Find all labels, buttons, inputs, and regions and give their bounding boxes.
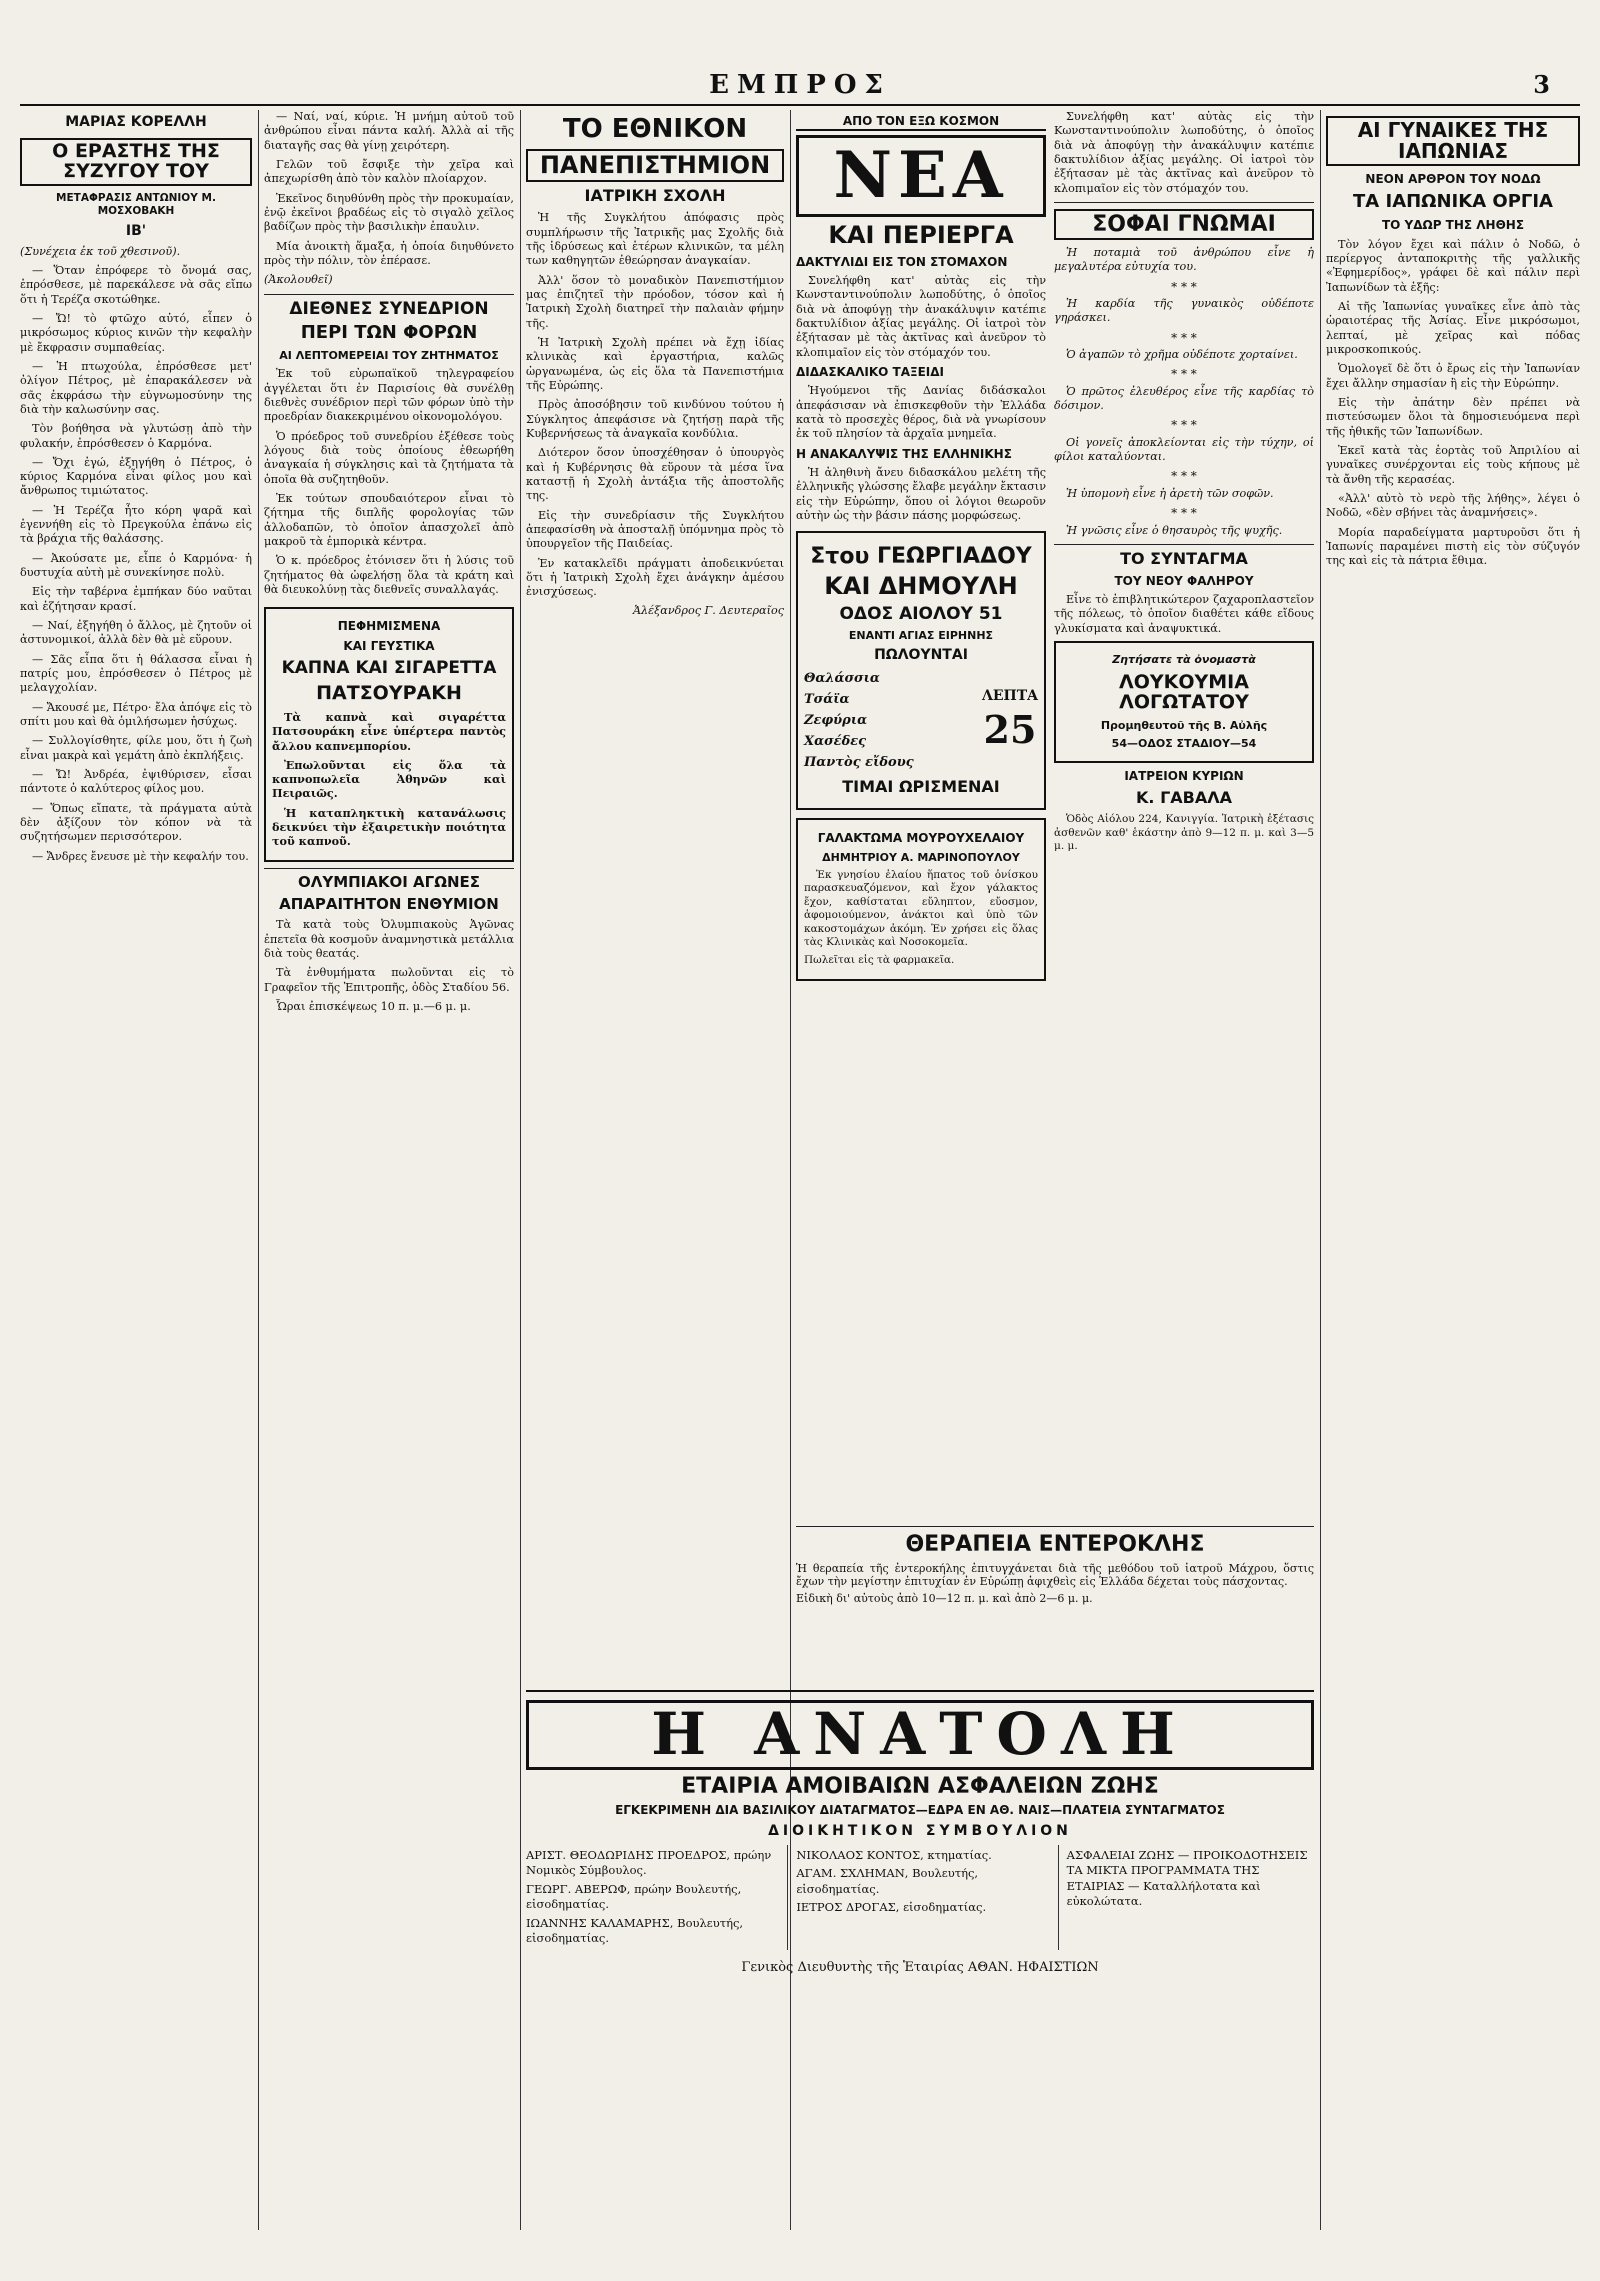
- ad-kicker: ΠΕΦΗΜΙΣΜΕΝΑ: [337, 619, 441, 634]
- article-title: ΤΟ ΕΘΝΙΚΟΝ: [562, 114, 748, 144]
- ad-kicker: Ζητήσατε τὰ ὀνομαστὰ: [1112, 652, 1256, 666]
- advertisement-tobacco: [264, 607, 514, 861]
- ad-subtitle: ΤΟΥ ΝΕΟΥ ΦΑΛΗΡΟΥ: [1114, 573, 1254, 588]
- ad-title: ΙΑΤΡΕΙΟΝ ΚΥΡΙΩΝ: [1124, 769, 1244, 784]
- ad-text: Πωλεῖται εἰς τὰ φαρμακεῖα.: [804, 954, 955, 967]
- chapter-number: ΙΒ': [125, 222, 147, 239]
- ad-item: Θαλάσσια: [804, 671, 880, 687]
- column-world-news: [796, 110, 1046, 1410]
- column-news-2: [264, 110, 514, 2230]
- ad-text: Τὰ καπνὰ καὶ σιγαρέττα Πατσουράκη εἶνε ὑπέρτερα παντὸς ἄλλου καπνεμπορίου.: [272, 709, 506, 753]
- ad-title: ΤΟ ΣΥΝΤΑΓΜΑ: [1120, 548, 1248, 568]
- ad-item-list: [804, 669, 914, 773]
- ad-title: ΓΑΛΑΚΤΩΜΑ ΜΟΥΡΟΥΧΕΛΑΙΟΥ: [817, 831, 1025, 846]
- article-subtitle: ΠΕΡΙ ΤΩΝ ΦΟΡΩΝ: [300, 322, 478, 344]
- paragraph: Ἡ τῆς Συγκλήτου ἀπόφασις πρὸς συμπλήρωσιν τῆς Ἰατρικῆς μας Σχολῆς διὰ τῆς ἱδρύσεως καὶ ἑτέρων κλινικῶν, τα μέλη των καθηγητῶν ἐθεώρησαν ἀναγκαίαν.: [526, 211, 784, 268]
- paragraph: — Ὄχι ἐγώ, ἐξηγήθη ὁ Πέτρος, ὁ κύριος Καρμόνα εἶναι φίλος μου καὶ ἄνθρωπος τιμιώτατος.: [20, 455, 252, 498]
- ad-title: Στου ΓΕΩΡΓΙΑΔΟΥ: [810, 544, 1032, 570]
- maxim: Ἡ καρδία τῆς γυναικὸς οὐδέποτε γηράσκει.: [1054, 297, 1314, 325]
- ad-items: [804, 669, 1038, 773]
- ad-address: 54—ΟΔΟΣ ΣΤΑΔΙΟΥ—54: [1111, 737, 1257, 750]
- paragraph: Εἰς τὴν ἀπάτην δὲν πρέπει νὰ πιστεύσωμεν ὅλοι τὰ δημοσιευόμενα περὶ τῆς ἠθικῆς τῶν Ἰαπωνίδων.: [1326, 395, 1580, 438]
- column-university: [526, 110, 784, 1690]
- paragraph: Αἱ τῆς Ἰαπωνίας γυναῖκες εἶνε ἀπὸ τὰς ὡραιοτέρας τῆς Ἀσίας. Εἶνε μικρόσωμοι, λεπταί, μὲ χεῖρας καὶ πόδας μικροσκοπικούς.: [1326, 299, 1580, 356]
- article-title: ΠΑΝΕΠΙΣΤΗΜΙΟΝ: [526, 149, 784, 182]
- column-divider: [258, 110, 259, 2230]
- column-maxims: [1054, 110, 1314, 1410]
- ad-subtitle: ΕΓΚΕΚΡΙΜΕΝΗ ΔΙΑ ΒΑΣΙΛΙΚΟΥ ΔΙΑΤΑΓΜΑΤΟΣ—ΕΔΡΑ ΕΝ ΑΘ. ΝΑΙΣ—ΠΛΑΤΕΙΑ ΣΥΝΤΑΓΜΑΤΟΣ: [615, 1802, 1225, 1817]
- maxim: Οἱ γονεῖς ἀποκλείονται εἰς τὴν τύχην, οἱ φίλοι καταλύονται.: [1054, 435, 1314, 464]
- ad-kicker: ΚΑΙ ΓΕΥΣΤΙΚΑ: [343, 638, 435, 653]
- ad-board-members: [526, 1845, 1314, 1950]
- ad-item: Παντὸς εἴδους: [804, 754, 914, 770]
- advertisement-georgiadou: [796, 531, 1046, 810]
- board-column: [526, 1845, 773, 1950]
- ad-item: Ζεφύρια: [804, 712, 868, 728]
- ad-brand: Κ. ΓΑΒΑΛΑ: [1136, 788, 1232, 808]
- column-japan: [1326, 110, 1580, 2230]
- paragraph: Γελῶν τοῦ ἔσφιξε τὴν χεῖρα καὶ ἀπεχωρίσθη ἀπὸ τὸν καλὸν πλοίαρχον.: [264, 157, 514, 186]
- board-column: [787, 1845, 1043, 1950]
- maxim: Ὁ πρῶτος ἐλευθέρος εἶνε τῆς καρδίας τὸ δόσιμον.: [1054, 384, 1314, 413]
- section-subtitle: ΚΑΙ ΠΕΡΙΕΡΓΑ: [828, 221, 1014, 250]
- article-title: ΟΛΥΜΠΙΑΚΟΙ ΑΓΩΝΕΣ: [297, 872, 481, 891]
- paragraph: Ὁ πρόεδρος τοῦ συνεδρίου ἐξέθεσε τοὺς λόγους διὰ τοὺς ὁποίους ἐθεωρήθη ἀναγκαία ἡ σύγκλησις καὶ τὰ ζητήματα τὰ ὁποῖα θὰ συζητηθοῦν.: [264, 429, 514, 486]
- paragraph: — Ναί, ἐξηγήθη ὁ ἄλλος, μὲ ζητοῦν οἱ ἀστυνομικοί, ἀλλὰ δὲν θὰ μὲ εὕρουν.: [20, 619, 252, 647]
- paragraph: — Ναί, ναί, κύριε. Ἡ μνήμη αὐτοῦ τοῦ ἀνθρώπου εἶναι πάντα καλή. Ἀλλὰ αἱ τῆς διαταγῆς σας θὰ γίνῃ χειρότερη.: [264, 110, 514, 152]
- article-title: Ο ΕΡΑΣΤΗΣ ΤΗΣ ΣΥΖΥΓΟΥ ΤΟΥ: [20, 138, 252, 186]
- board-member: ΑΡΙΣΤ. ΘΕΟΔΩΡΙΔΗΣ ΠΡΟΕΔΡΟΣ, πρώην Νομικὸς Σύμβουλος.: [526, 1847, 772, 1878]
- separator-stars: * * *: [1171, 367, 1197, 382]
- paragraph: Εἰς τὴν ταβέρνα ἐμπήκαν δύο ναῦται καὶ ἐζήτησαν κρασί.: [20, 585, 252, 613]
- maxim: Ἡ ποταμιὰ τοῦ ἀνθρώπου εἶνε ἡ μεγαλυτέρα εὐτυχία του.: [1054, 246, 1314, 274]
- paragraph: Τὸν λόγον ἔχει καὶ πάλιν ὁ Νοδῶ, ὁ περίεργος ἀνταποκριτὴς τῆς γαλλικῆς «Ἐφημερίδος», γράφει δὲ καὶ πάλιν περὶ Ἰαπωνίδων τὰ ἑξῆς:: [1326, 237, 1580, 294]
- item-title: ΔΙΔΑΣΚΑΛΙΚΟ ΤΑΞΕΙΔΙ: [796, 364, 945, 379]
- ad-address: ΟΔΟΣ ΑΙΟΛΟΥ 51: [839, 603, 1003, 624]
- masthead-rule: [20, 104, 1580, 106]
- insurance-info: ΑΣΦΑΛΕΙΑΙ ΖΩΗΣ — ΠΡΟΙΚΟΔΟΤΗΣΕΙΣ ΤΑ ΜΙΚΤΑ ΠΡΟΓΡΑΜΜΑΤΑ ΤΗΣ ΕΤΑΙΡΙΑΣ — Καταλλήλοτατα καὶ εὐκολώτατα.: [1066, 1847, 1308, 1909]
- paragraph: Συνελήφθη κατ' αὐτὰς εἰς τὴν Κωνσταντινούπολιν λωποδύτης, ὁ ὁποῖος διὰ νὰ ἀποφύγῃ τὴν ἀνακάλυψιν κατέπιε δακτυλίδιον ἀξίας μεγάλης. Οἱ ἰατροὶ τὸν ἐξήτασαν μὲ τὰς ἀκτῖνας καὶ ἀνεῦρον τὸ κλοπιμαῖον εἰς τὸν στόμαχόν του.: [796, 273, 1046, 359]
- paragraph: Διότερον ὅσον ὑποσχέθησαν ὁ ὑπουργὸς καὶ ἡ Κυβέρνησις θὰ εὕρουν τὰ μέσα ἵνα καταστῇ ἡ Σχολὴ ἀντάξια τῆς ἀποστολῆς της.: [526, 446, 784, 503]
- article-subtitle: ΜΕΤΑΦΡΑΣΙΣ ΑΝΤΩΝΙΟΥ Μ. ΜΟΣΧΟΒΑΚΗ: [56, 191, 216, 218]
- page-number: 3: [1533, 70, 1550, 99]
- article-title: ΑΙ ΓΥΝΑΙΚΕΣ ΤΗΣ ΙΑΠΩΝΙΑΣ: [1326, 116, 1580, 166]
- maxim: Ὁ ἀγαπῶν τὸ χρῆμα οὐδέποτε χορταίνει.: [1066, 348, 1298, 362]
- ad-item: Χασέδες: [804, 733, 867, 749]
- paragraph: — Ἄκουσέ με, Πέτρο· ἔλα ἀπόψε εἰς τὸ σπίτι μου καὶ θὰ ὁμιλήσωμεν ἡσύχως.: [20, 700, 252, 729]
- paragraph: Ὁ κ. πρόεδρος ἐτόνισεν ὅτι ἡ λύσις τοῦ ζητήματος θὰ ὠφελήσῃ ὅλα τὰ κράτη καὶ θὰ διευκολύνῃ τὰς διεθνεῖς συναλλαγάς.: [264, 554, 514, 597]
- ad-text: Εἶνε τὸ ἐπιβλητικώτερον ζαχαροπλαστεῖον τῆς πόλεως, τὸ ὁποῖον διαθέτει κάθε εἴδους γλυκίσματα καὶ ἀναψυκτικά.: [1054, 592, 1314, 635]
- paragraph: — Ἡ Τερέζα ἦτο κόρη ψαρᾶ καὶ ἐγεννήθη εἰς τὸ Πρεγκούλα ἐπάνω εἰς τὰ βράχια τῆς θαλάσσης.: [20, 503, 252, 546]
- article-subtitle: ΤΑ ΙΑΠΩΝΙΚΑ ΟΡΓΙΑ: [1353, 191, 1553, 213]
- paragraph: Μορία παραδείγματα μαρτυροῦσι ὅτι ἡ Ἰαπωνίς παραμένει πιστὴ εἰς τὸν σύζυγόν της καὶ εἰς τὰ πάτρια ἔθιμα.: [1326, 525, 1580, 568]
- ad-price-label: ΛΕΠΤΑ: [981, 688, 1038, 705]
- paragraph: «Ἀλλ' αὐτὸ τὸ νερὸ τῆς λήθης», λέγει ὁ Νοδῶ, «δὲν σβήνει τὰς ἀναμνήσεις».: [1326, 491, 1580, 520]
- paragraph: Ἀλλ' ὅσον τὸ μοναδικὸν Πανεπιστήμιον μας ἐπιζητεῖ τὴν πρόοδον, τόσον καὶ ἡ Ἰατρικὴ Σχολὴ διατηρεῖ τὴν παλαιὰν φήμην τῆς.: [526, 273, 784, 330]
- ad-title: ΘΕΡΑΠΕΙΑ ΕΝΤΕΡΟΚΛΗΣ: [905, 1532, 1205, 1557]
- item-title: ΔΑΚΤΥΛΙΔΙ ΕΙΣ ΤΟΝ ΣΤΟΜΑΧΟΝ: [796, 254, 1008, 269]
- board-member: ΑΓΑΜ. ΣΧΛΗΜΑΝ, Βουλευτής, εἰσοδηματίας.: [796, 1866, 979, 1896]
- ad-title: ΚΑΠΝΑ ΚΑΙ ΣΙΓΑΡΕΤΤΑ: [281, 658, 497, 679]
- ad-note: ΤΙΜΑΙ ΩΡΙΣΜΕΝΑΙ: [842, 777, 1000, 797]
- article-subtitle: ΤΟ ΥΔΩΡ ΤΗΣ ΛΗΘΗΣ: [1381, 218, 1525, 233]
- paragraph: Τὰ κατὰ τοὺς Ὀλυμπιακοὺς Ἀγῶνας ἐπετεῖα θὰ κοσμοῦν ἀναμνηστικὰ μετάλλια διὰ τοὺς θεατάς.: [264, 918, 514, 960]
- ad-brand: ΔΗΜΗΤΡΙΟΥ Α. ΜΑΡΙΝΟΠΟΥΛΟΥ: [822, 850, 1020, 864]
- newspaper-title: ΕΜΠΡΟΣ: [709, 70, 891, 100]
- paragraph: Μία ἀνοικτὴ ἅμαξα, ἡ ὁποία διηυθύνετο πρὸς τὴν πόλιν, τὸν ἐπέρασε.: [264, 239, 514, 267]
- paragraph: — Σᾶς εἶπα ὅτι ἡ θάλασσα εἶναι ἡ πατρίς μου, ἐπρόσθεσεν ὁ Πέτρος μὲ μελαγχολίαν.: [20, 652, 252, 695]
- item-title: Η ΑΝΑΚΑΛΥΨΙΣ ΤΗΣ ΕΛΛΗΝΙΚΗΣ: [796, 446, 1012, 461]
- paragraph: Πρὸς ἀποσόβησιν τοῦ κινδύνου τούτου ἡ Σύγκλητος ἀπεφάσισε νὰ ζητήσῃ παρὰ τῆς Κυβερνήσεως τὰ ἀναγκαῖα κονδύλια.: [526, 398, 784, 440]
- column-divider: [1320, 110, 1321, 2230]
- paragraph: Ἡ ἀληθινὴ ἄνευ διδασκάλου μελέτη τῆς ἑλληνικῆς γλώσσης ἔλαβε μεγάλην ἔκτασιν εἰς τὴν Εὐρώπην, ὅπου οἱ λόγιοι θεωροῦν αὐτὴν ὡς τὴν βάσιν πάσης μορφώσεως.: [796, 465, 1046, 522]
- paragraph: Εἰς τὴν συνεδρίασιν τῆς Συγκλήτου ἀπεφασίσθη νὰ ἀποσταλῇ ὑπόμνημα πρὸς τὸ ὑπουργεῖον τῆς Παιδείας.: [526, 508, 784, 551]
- divider: [1054, 544, 1314, 545]
- ad-brand: ΠΑΤΣΟΥΡΑΚΗ: [316, 681, 462, 704]
- ad-subtitle: ΕΤΑΙΡΙΑ ΑΜΟΙΒΑΙΩΝ ΑΣΦΑΛΕΙΩΝ ΖΩΗΣ: [681, 1773, 1159, 1799]
- divider: [1054, 202, 1314, 203]
- separator-stars: * * *: [1171, 279, 1197, 294]
- advertisement-milk: [796, 818, 1046, 981]
- ad-director: Γενικὸς Διευθυντὴς τῆς Ἑταιρίας ΑΘΑΝ. ΗΦΑΙΣΤΙΩΝ: [741, 1959, 1099, 1975]
- ad-price: 25: [983, 706, 1037, 752]
- ad-text: Ἡ θεραπεία τῆς ἐντεροκήλης ἐπιτυγχάνεται διὰ τῆς μεθόδου τοῦ ἰατροῦ Μάχρου, ὅστις ἔχων τὴν μεγίστην ἐπιτυχίαν ἐν Εὐρώπῃ ἀφιχθεὶς εἰς Ἑλλάδα δέχεται τοὺς πάσχοντας.: [796, 1562, 1314, 1589]
- divider: [796, 1526, 1314, 1527]
- paragraph: — Ὅταν ἐπρόφερε τὸ ὄνομά σας, ἐπρόσθεσε, μὲ παρεκάλεσε νὰ σᾶς εἴπω ὅτι ἡ Τερέζα σκοτώθηκε.: [20, 263, 252, 306]
- ad-text: Ἐκ γνησίου ἐλαίου ἥπατος τοῦ ὀνίσκου παρασκευαζόμενον, καὶ ἔχον γάλακτος ἔχον, καθίσταται εὔληπτον, εὔοσμον, ἀφομοιούμενον, ἀνάκτοι καὶ ὑπὸ τῶν κακοστομάχων ἀκόμη. Ἐν χρήσει εἰς ὅλας τὰς Κλινικὰς καὶ Νοσοκομεῖα.: [804, 868, 1038, 948]
- article-subtitle: ΙΑΤΡΙΚΗ ΣΧΟΛΗ: [584, 186, 726, 206]
- continuation-note: (Συνέχεια ἐκ τοῦ χθεσινοῦ).: [20, 244, 181, 258]
- section-title: ΣΟΦΑΙ ΓΝΩΜΑΙ: [1054, 209, 1314, 240]
- ad-text: Εἰδικὴ δι' αὐτοὺς ἀπὸ 10—12 π. μ. καὶ ἀπὸ 2—6 μ. μ.: [796, 1592, 1093, 1606]
- signature: Ἀλέξανδρος Γ. Δευτεραῖος: [632, 604, 784, 618]
- article-subtitle: ΑΠΑΡΑΙΤΗΤΟΝ ΕΝΘΥΜΙΟΝ: [279, 894, 499, 913]
- paragraph: Ἐκ τοῦ εὐρωπαϊκοῦ τηλεγραφείου ἀγγέλεται ὅτι ἐν Παρισίοις θὰ συνέλθῃ διεθνὲς συνέδριον περὶ τῶν φόρων ὑπὸ τὴν προεδρίαν διακεκριμένου οἰκονομολόγου.: [264, 367, 514, 424]
- advertisement-therapeia: [796, 1520, 1314, 1660]
- separator-stars: * * *: [1171, 418, 1197, 433]
- ad-text: Ἡ καταπληκτικὴ κατανάλωσις δεικνύει τὴν ἐξαιρετικὴν ποιότητα τοῦ καπνοῦ.: [272, 805, 506, 849]
- paragraph: Ἐν κατακλεῖδι πράγματι ἀποδεικνύεται ὅτι ἡ Ἰατρικὴ Σχολὴ ἔχει ἀνάγκην ἀμέσου ἐνισχύσεως.: [526, 556, 784, 599]
- paragraph: — Ὅπως εἴπατε, τὰ πράγματα αὐτὰ δὲν ἀξίζουν τὸν κόπον νὰ τὰ συζητήσωμεν περισσότερον.: [20, 801, 252, 844]
- paragraph: Ὧραι ἐπισκέψεως 10 π. μ.—6 μ. μ.: [276, 999, 471, 1013]
- board-member: ΙΕΤΡΟΣ ΔΡΟΓΑΣ, εἰσοδηματίας.: [796, 1900, 987, 1915]
- ad-text: Ὁδὸς Αἰόλου 224, Κανιγγία. Ἰατρικὴ ἐξέτασις ἀσθενῶν καθ' ἑκάστην ἀπὸ 9—12 π. μ. καὶ 3—5 μ. μ.: [1054, 813, 1314, 853]
- continuation-note: (Ἀκολουθεῖ): [264, 273, 333, 287]
- paragraph: — Συλλογίσθητε, φίλε μου, ὅτι ἡ ζωὴ εἶναι μακρὰ καὶ γεμάτη ἀπὸ ἐκπλήξεις.: [20, 734, 252, 762]
- paragraph: Ἐκ τούτων σπουδαιότερον εἶναι τὸ ζήτημα τῆς διπλῆς φορολογίας τῶν ἀλλοδαπῶν, τὸ ὁποῖον ἀπασχολεῖ ἀπὸ μακροῦ τὰ ἐμπορικὰ κέντρα.: [264, 492, 514, 549]
- paragraph: — Ἀκούσατε με, εἶπε ὁ Καρμόνα· ἡ δυστυχία αὐτὴ μὲ συνεκίνησε πολὺ.: [20, 551, 252, 580]
- paragraph: — Ὤ! Ἀνδρέα, ἐψιθύρισεν, εἶσαι πάντοτε ὁ καλύτερος φίλος μου.: [20, 768, 252, 796]
- board-member: ΓΕΩΡΓ. ΑΒΕΡΩΦ, πρώην Βουλευτής, εἰσοδηματίας.: [526, 1881, 742, 1912]
- maxim: Ἡ γνῶσις εἶνε ὁ θησαυρὸς τῆς ψυχῆς.: [1066, 523, 1283, 537]
- paragraph: Συνελήφθη κατ' αὐτὰς εἰς τὴν Κωνσταντινούπολιν λωποδύτης, ὁ ὁποῖος διὰ νὰ ἀποφύγῃ τὴν ἀνακάλυψιν κατέπιε δακτυλίδιον ἀξίας μεγάλης. Οἱ ἰατροὶ τὸν ἐξήτασαν μὲ τὰς ἀκτῖνας καὶ ἀνεῦρον τὸ κλοπιμαῖον εἰς τὸν στόμαχόν του.: [1054, 110, 1314, 195]
- ad-board-heading: ΔΙΟΙΚΗΤΙΚΟΝ ΣΥΜΒΟΥΛΙΟΝ: [768, 1822, 1072, 1839]
- column-divider: [520, 110, 521, 2230]
- ad-sell: ΠΩΛΟΥΝΤΑΙ: [874, 647, 968, 664]
- ad-item: Τσάϊα: [804, 692, 850, 708]
- article-subtitle: ΝΕΟΝ ΑΡΘΡΟΝ ΤΟΥ ΝΟΔΩ: [1365, 172, 1541, 186]
- paragraph: — Ὤ! τὸ φτῶχο αὐτό, εἶπεν ὁ μικρόσωμος κύριος κινῶν τὴν κεφαλὴν μὲ ἔκφρασιν συμπαθείας.: [20, 311, 252, 354]
- paragraph: — Ἡ πτωχούλα, ἐπρόσθεσε μετ' ὀλίγον Πέτρος, μὲ ἐπαρακάλεσεν νὰ σᾶς ἐκφράσω τὴν εὐγνωμοσύνην της διὰ τὴν καλωσύνην σας.: [20, 359, 252, 416]
- paragraph: Ἐκεῖνος διηυθύνθη πρὸς τὴν προκυμαίαν, ἐνῷ ἐκεῖνοι βραδέως εἰς τὸ σιγαλὸ χεῖλος βαδίζων πρὸς τὴν βασιλικὴν ἐπαυλιν.: [264, 191, 514, 234]
- separator-stars: * * *: [1171, 506, 1197, 521]
- ad-price-block: [982, 688, 1038, 755]
- board-member: ΝΙΚΟΛΑΟΣ ΚΟΝΤΟΣ, κτηματίας.: [796, 1847, 992, 1862]
- ad-text: Προμηθευτοῦ τῆς Β. Αὐλῆς: [1100, 718, 1268, 732]
- separator-stars: * * *: [1171, 330, 1197, 345]
- board-member: ΙΩΑΝΝΗΣ ΚΑΛΑΜΑΡΗΣ, Βουλευτής, εἰσοδηματίας.: [526, 1915, 744, 1946]
- ad-address: ΕΝΑΝΤΙ ΑΓΙΑΣ ΕΙΡΗΝΗΣ: [848, 629, 994, 643]
- section-kicker: ΑΠΟ ΤΟΝ ΕΞΩ ΚΟΣΜΟΝ: [796, 114, 1046, 131]
- paragraph: Ἡ Ἰατρικὴ Σχολὴ πρέπει νὰ ἔχῃ ἰδίας κλινικὰς καὶ ἐργαστήρια, καλῶς ὠργανωμένα, ὡς εἰς ὅλα τὰ Πανεπιστήμια τῆς Εὐρώπης.: [526, 335, 784, 392]
- section-title: ΝΕΑ: [796, 135, 1046, 217]
- column-serial-novel: [20, 110, 252, 2230]
- separator-stars: * * *: [1171, 469, 1197, 484]
- ad-title: ΚΑΙ ΔΗΜΟΥΛΗ: [824, 572, 1018, 601]
- masthead: [20, 70, 1580, 100]
- ad-text: Ἐπωλοῦνται εἰς ὅλα τὰ καπνοπωλεῖα Ἀθηνῶν καὶ Πειραιῶς.: [272, 757, 506, 801]
- maxim: Ἡ ὑπομονὴ εἶνε ἡ ἀρετὴ τῶν σοφῶν.: [1066, 486, 1274, 500]
- article-title: ΔΙΕΘΝΕΣ ΣΥΝΕΔΡΙΟΝ: [289, 298, 489, 319]
- board-column: [1058, 1845, 1314, 1950]
- ad-title: ΛΟΥΚΟΥΜΙΑ ΛΟΓΩΤΑΤΟΥ: [1119, 671, 1249, 713]
- divider: [264, 868, 514, 869]
- article-subtitle: ΑΙ ΛΕΠΤΟΜΕΡΕΙΑΙ ΤΟΥ ΖΗΤΗΜΑΤΟΣ: [279, 349, 499, 363]
- paragraph: Ἡγούμενοι τῆς Δανίας διδάσκαλοι ἀπεφάσισαν νὰ ἐπισκεφθοῦν τὴν Ἑλλάδα κατὰ τὸ προσεχὲς θέρος, διὰ νὰ γνωρίσουν ἐκ τοῦ πλησίον τὰ ἀρχαῖα μνημεῖα.: [796, 384, 1046, 441]
- advertisement-loukoumia: [1054, 641, 1314, 763]
- paragraph: Τὸν βοήθησα νὰ γλυτώσῃ ἀπὸ τὴν φυλακήν, ἐπρόσθεσεν ὁ Καρμόνα.: [20, 422, 252, 450]
- divider: [264, 294, 514, 295]
- paragraph: Ἐκεῖ κατὰ τὰς ἑορτὰς τοῦ Ἀπριλίου αἱ γυναῖκες συνέρχονται εἰς τοὺς κήπους μὲ τὰ ἄνθη τῆς κερασέας.: [1326, 443, 1580, 486]
- byline: ΜΑΡΙΑΣ ΚΟΡΕΛΛΗ: [65, 114, 207, 130]
- paragraph: Ὁμολογεῖ δὲ ὅτι ὁ ἔρως εἰς τὴν Ἰαπωνίαν ἔχει ἄλλην σημασίαν ἢ εἰς τὴν Εὐρώπην.: [1326, 362, 1580, 390]
- paragraph: — Ἄνδρες ἔνευσε μὲ τὴν κεφαλήν του.: [32, 849, 249, 863]
- advertisement-anatoli: [526, 1690, 1314, 2080]
- ad-title: Η ΑΝΑΤΟΛΗ: [526, 1700, 1314, 1770]
- paragraph: Τὰ ἐνθυμήματα πωλοῦνται εἰς τὸ Γραφεῖον τῆς Ἐπιτροπῆς, ὁδὸς Σταδίου 56.: [264, 966, 514, 994]
